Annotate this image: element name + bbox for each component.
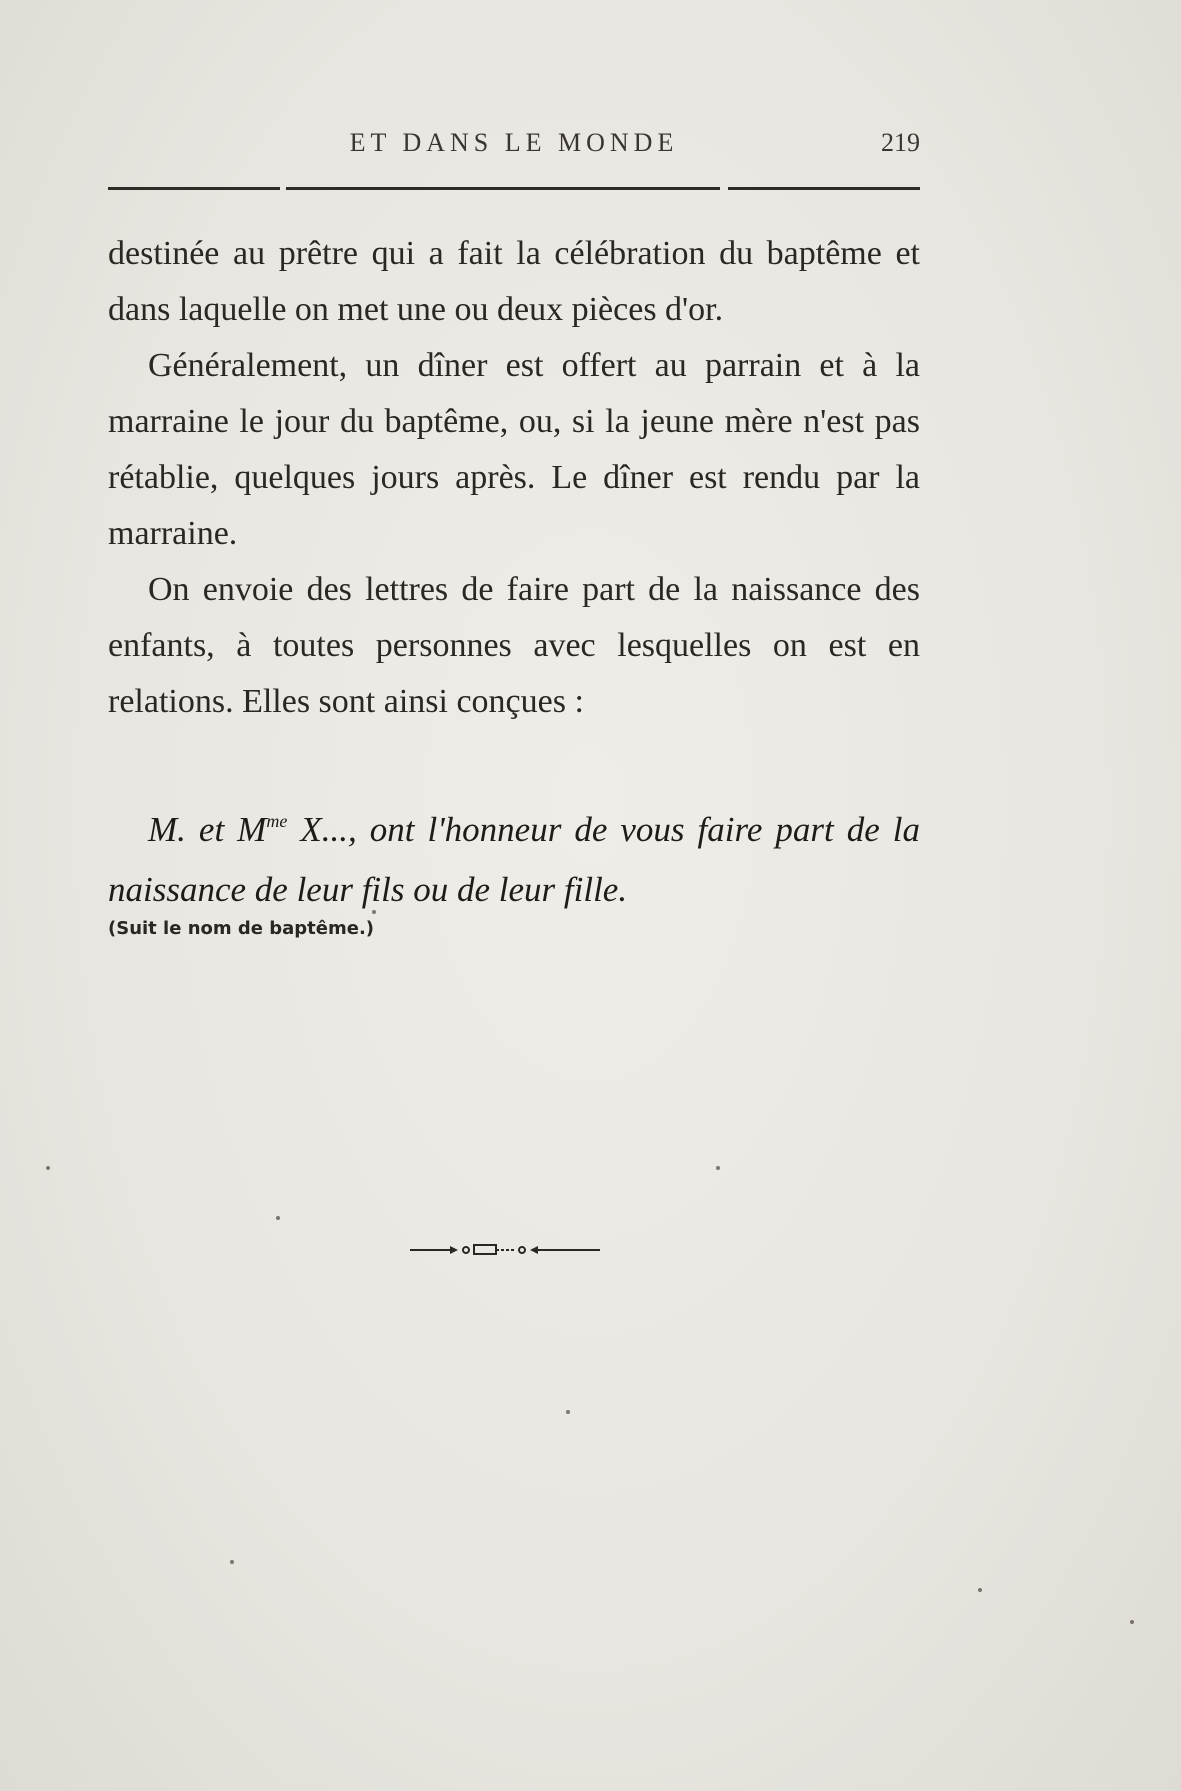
page-number: 219 xyxy=(881,128,920,157)
fleuron-ornament-icon xyxy=(410,1240,600,1260)
header-rule-right xyxy=(728,187,920,190)
paper-speck xyxy=(566,1410,570,1414)
birth-announcement xyxy=(108,800,920,920)
paper-speck xyxy=(372,910,376,914)
header-rule-left xyxy=(108,187,280,190)
running-title: ET DANS LE MONDE xyxy=(349,128,679,157)
paper-speck xyxy=(1130,1620,1134,1624)
header-rule-center xyxy=(286,187,720,190)
announcement-superscript: me xyxy=(266,811,288,831)
paragraph-diner: Généralement, un dîner est offert au parrain et à la marraine le jour du baptême, ou, si la jeune mère n'est pas rétablie, quelques jours après. Le dîner est rendu par la marraine. xyxy=(108,347,920,552)
paper-speck xyxy=(716,1166,720,1170)
announcement-text xyxy=(108,800,920,920)
baptism-name-note: (Suit le nom de baptême.) xyxy=(108,918,375,939)
paper-speck xyxy=(978,1588,982,1592)
announcement-part-1: M. et M xyxy=(148,810,267,849)
paragraph-continued: destinée au prêtre qui a fait la célébration du baptême et dans laquelle on met une ou deux pièces d'or. xyxy=(108,235,920,328)
paragraph-lettres: On envoie des lettres de faire part de la naissance des enfants, à toutes personnes avec lesquelles on est en relations. Elles sont ainsi conçues : xyxy=(108,571,920,720)
paper-speck xyxy=(46,1166,50,1170)
page-header xyxy=(108,128,920,168)
paper-speck xyxy=(276,1216,280,1220)
body-text xyxy=(108,226,920,730)
announcement-part-2: X..., ont l'honneur de vous faire part de la naissance de leur fils ou de leur fille. xyxy=(108,810,920,909)
paper-speck xyxy=(230,1560,234,1564)
